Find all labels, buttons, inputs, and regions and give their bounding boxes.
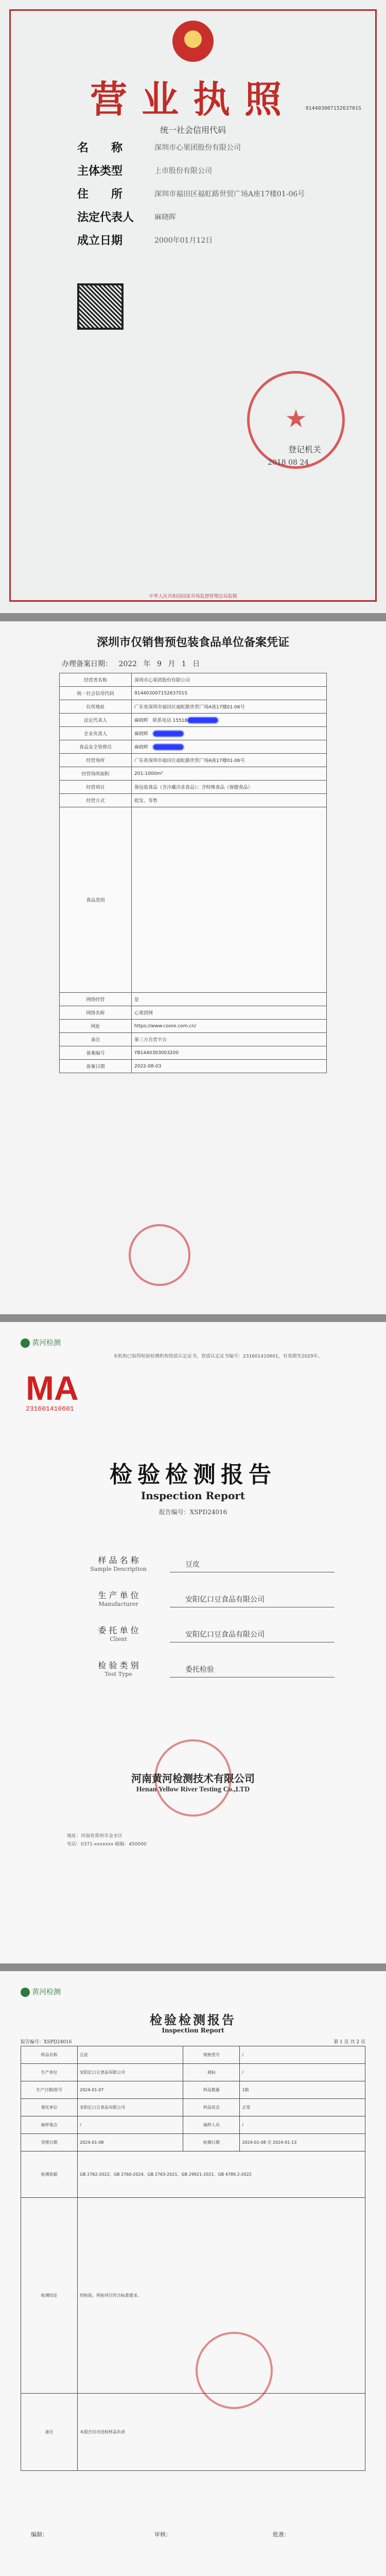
filing-date-label: 办理备案日期： (62, 660, 112, 668)
table-row (60, 754, 327, 767)
table-row (21, 2046, 365, 2064)
lab-company: 河南黄河检测技术有限公司 (131, 1772, 255, 1785)
cover-row (67, 1659, 335, 1677)
table-row (60, 1060, 327, 1073)
row-value: YB1440303003200 (132, 1046, 327, 1060)
table-row (60, 673, 327, 687)
lab-logo-text: 黄河检测 (32, 1988, 61, 1996)
lab-logo-icon (21, 1338, 30, 1348)
row-label: 经营者名称 (60, 673, 132, 687)
license-footer: 中华人民共和国国家市场监督管理总局监制 (149, 594, 237, 599)
table-row (60, 781, 327, 794)
field-label: 住 所 (77, 188, 123, 201)
cell: 样品数量 (183, 2081, 240, 2099)
registration-authority: 登记机关 (288, 445, 322, 454)
qr-code-icon (77, 283, 124, 330)
cell: 备注 (21, 2394, 78, 2471)
redaction-mark (187, 717, 218, 723)
license-fields (77, 139, 345, 255)
row-label: 食品类别 (60, 807, 132, 993)
cell: / (240, 2116, 365, 2134)
lab-address: 地址：河南省郑州市金水区 电话：0371-xxxxxxx 邮编：450000 (67, 1834, 147, 1847)
field-value: 上市股份有限公司 (154, 167, 212, 175)
cell: 安阳亿口豆食品有限公司 (78, 2099, 183, 2116)
report-title: 检验检测报告 (110, 1462, 276, 1488)
row-label: 法定代表人 (60, 714, 132, 727)
filing-title: 深圳市仅销售预包装食品单位备案凭证 (96, 636, 289, 649)
cell: 检测日期 (183, 2134, 240, 2151)
redaction-mark (153, 731, 184, 737)
report-title-en: Inspection Report (162, 2027, 224, 2034)
cell: 正常 (240, 2099, 365, 2116)
cover-label-en: Sample Description (90, 1566, 147, 1572)
row-value: 91440300715263701S (132, 687, 327, 700)
table-row (21, 2394, 365, 2471)
cell: 1箱 (240, 2081, 365, 2099)
table-row (21, 2116, 365, 2134)
row-label: 住所地址 (60, 700, 132, 714)
cma-number: 231601410601 (26, 1405, 74, 1413)
filing-seal (129, 1224, 190, 1286)
manager-name: 麻晓晖 (134, 731, 149, 737)
report-number: 报告编号：XSPD24016 (21, 2040, 72, 2045)
row-value: 心果团网 (132, 1006, 327, 1020)
row-label: 备案编号 (60, 1046, 132, 1060)
filing-day: 1 (181, 660, 186, 668)
cell: 检测结论 (21, 2198, 78, 2394)
table-row (21, 2151, 365, 2198)
license-row (77, 209, 345, 225)
table-row (60, 740, 327, 754)
row-label: 经营场所 (60, 754, 132, 767)
filing-month: 9 (157, 660, 162, 668)
cover-value: 豆皮 (170, 1554, 335, 1572)
table-row (60, 714, 327, 727)
cell: 2024-01-08 (78, 2134, 183, 2151)
cover-label-zh: 生 产 单 位 (98, 1590, 139, 1600)
cover-label-zh: 检 验 类 别 (98, 1660, 139, 1670)
row-value (132, 740, 327, 754)
table-row (60, 687, 327, 700)
cell: 样品状态 (183, 2099, 240, 2116)
field-value: 2000年01月12日 (154, 236, 213, 245)
table-row (60, 727, 327, 740)
report-title-en: Inspection Report (141, 1489, 245, 1502)
field-value: 深圳市心果团股份有限公司 (154, 144, 241, 152)
table-row (21, 2134, 365, 2151)
phone-label: 联系电话 (152, 718, 171, 723)
cell: 安阳亿口豆食品有限公司 (78, 2064, 183, 2081)
cover-label (67, 1659, 170, 1677)
filing-table (59, 673, 327, 1073)
filing-day-unit: 日 (192, 660, 200, 668)
cell: 生产日期/批号 (21, 2081, 78, 2099)
table-row (60, 807, 327, 993)
row-value: 批发、零售 (132, 794, 327, 807)
page-divider (0, 1314, 386, 1322)
field-label: 名 称 (77, 141, 123, 155)
table-row (60, 700, 327, 714)
lab-company-en: Henan Yellow River Testing Co.,LTD (136, 1786, 250, 1793)
safety-admin-name: 麻晓晖 (134, 744, 149, 750)
business-license (0, 0, 386, 613)
cover-label-zh: 委 托 单 位 (98, 1625, 139, 1635)
row-label: 备注 (60, 1033, 132, 1046)
row-label: 企业负责人 (60, 727, 132, 740)
cover-label (67, 1589, 170, 1607)
table-row (60, 1033, 327, 1046)
cover-label-en: Test Type (104, 1671, 132, 1677)
lab-seal (196, 2332, 273, 2409)
cell: 生产单位 (21, 2064, 78, 2081)
cover-row (67, 1624, 335, 1642)
row-value (132, 727, 327, 740)
cover-label (67, 1624, 170, 1642)
registration-date: 2018 08 24 (268, 459, 309, 467)
cell: 2024-01-07 (78, 2081, 183, 2099)
row-value: 是 (132, 993, 327, 1006)
filing-year: 2022 (118, 660, 137, 668)
food-filing-certificate (0, 621, 386, 1314)
cell: 抽样地点 (21, 2116, 78, 2134)
table-row (60, 993, 327, 1006)
inspection-report-cover (0, 1322, 386, 1963)
row-value: 2022-08-03 (132, 1060, 327, 1073)
field-value: 麻晓晖 (154, 213, 176, 222)
row-label: 食品安全管理员 (60, 740, 132, 754)
credit-code: 91440300715263701S (305, 106, 361, 111)
field-label: 成立日期 (77, 234, 123, 247)
row-label: 统一社会信用代码 (60, 687, 132, 700)
table-row (60, 794, 327, 807)
cell: 委托单位 (21, 2099, 78, 2116)
row-value: 预包装食品（含冷藏冷冻食品）；含特殊食品（保健食品） (132, 781, 327, 794)
row-label: 网址 (60, 1020, 132, 1033)
table-row (60, 1020, 327, 1033)
cell: 规格型号 (183, 2046, 240, 2064)
cover-row (67, 1554, 335, 1572)
page-divider (0, 1963, 386, 1971)
filing-month-unit: 月 (168, 660, 176, 668)
lab-logo-icon (21, 1988, 30, 1997)
approved-by: 批准： (273, 2531, 290, 2538)
license-row (77, 139, 345, 155)
phone-prefix: 15518 (172, 718, 188, 723)
cover-value: 安阳亿口豆食品有限公司 (170, 1589, 335, 1607)
row-value: 201-1000m² (132, 767, 327, 781)
filing-date-line (62, 658, 204, 669)
report-number: 报告编号：XSPD24016 (159, 1509, 227, 1516)
row-value: 深圳市心果团股份有限公司 (132, 673, 327, 687)
table-row (60, 1006, 327, 1020)
license-row (77, 185, 345, 201)
cover-label-zh: 样 品 名 称 (98, 1555, 139, 1565)
cell: 经检验，所检项目符合标准要求。 (78, 2198, 365, 2394)
cell: 本报告仅对送检样品负责 (78, 2394, 365, 2471)
national-emblem-icon: ★ (172, 21, 214, 62)
license-title: 营业执照 (90, 77, 296, 121)
report-title: 检验检测报告 (150, 2012, 236, 2027)
row-value: 广东省深圳市福田区福虹路世贸广场A座17楼01-06号 (132, 754, 327, 767)
page-divider (0, 613, 386, 621)
cell: / (240, 2046, 365, 2064)
cover-row (67, 1589, 335, 1607)
compiled-by: 编制： (31, 2531, 48, 2538)
field-label: 主体类型 (77, 164, 123, 178)
accreditation-note: 本机构已取得检验检测机构资质认定证书，资质认定证书编号：231601410601，有效期至2029年。 (113, 1354, 323, 1359)
cell: 样品名称 (21, 2046, 78, 2064)
lab-logo (21, 1987, 61, 1997)
cover-value: 委托检验 (170, 1659, 335, 1677)
cell: 受理日期 (21, 2134, 78, 2151)
cell: / (240, 2064, 365, 2081)
table-row (21, 2198, 365, 2394)
row-value: 第三方自营平台 (132, 1033, 327, 1046)
table-row (21, 2099, 365, 2116)
lab-logo-text: 黄河检测 (32, 1338, 61, 1347)
filing-year-unit: 年 (143, 660, 151, 668)
rep-name: 麻晓晖 (134, 718, 149, 723)
cover-fields (67, 1554, 335, 1694)
cell: 2024-01-08 至 2024-01-13 (240, 2134, 365, 2151)
table-row (60, 1046, 327, 1060)
table-row (21, 2081, 365, 2099)
row-value: https://www.coore.com.cn/ (132, 1020, 327, 1033)
row-value (132, 714, 327, 727)
summary-table (21, 2046, 365, 2471)
table-row (60, 767, 327, 781)
cell: 检测依据 (21, 2151, 78, 2198)
row-value (132, 807, 327, 993)
cell: / (78, 2116, 183, 2134)
row-value: 广东省深圳市福田区福虹路世贸广场A座17楼01-06号 (132, 700, 327, 714)
cover-label-en: Client (110, 1636, 127, 1642)
reviewed-by: 审核： (154, 2531, 171, 2538)
license-row (77, 162, 345, 178)
field-label: 法定代表人 (77, 211, 134, 224)
redaction-mark (153, 744, 184, 750)
cma-mark (26, 1371, 103, 1413)
report-summary-page (0, 1971, 386, 2576)
row-label: 经营项目 (60, 781, 132, 794)
cma-logo-icon: MA (26, 1369, 79, 1407)
page-number: 第 1 页 共 2 页 (334, 2040, 365, 2045)
row-label: 网络名称 (60, 1006, 132, 1020)
field-value: 深圳市福田区福虹路世贸广场A座17楼01-06号 (154, 190, 305, 198)
row-label: 网络经营 (60, 993, 132, 1006)
cell: 豆皮 (78, 2046, 183, 2064)
cell: 商标 (183, 2064, 240, 2081)
table-row (21, 2064, 365, 2081)
row-label: 经营场所面积 (60, 767, 132, 781)
row-label: 备案日期 (60, 1060, 132, 1073)
cover-label-en: Manufacturer (98, 1601, 138, 1607)
cover-value: 安阳亿口豆食品有限公司 (170, 1624, 335, 1642)
cell: GB 2762-2022、GB 2760-2024、GB 2763-2021、GB 29921-2021、GB 4789.2-2022 (78, 2151, 365, 2198)
cover-label (67, 1554, 170, 1572)
cell: 抽样人员 (183, 2116, 240, 2134)
lab-logo (21, 1337, 61, 1348)
row-label: 经营方式 (60, 794, 132, 807)
license-subtitle: 统一社会信用代码 (160, 125, 226, 135)
license-row (77, 232, 345, 248)
